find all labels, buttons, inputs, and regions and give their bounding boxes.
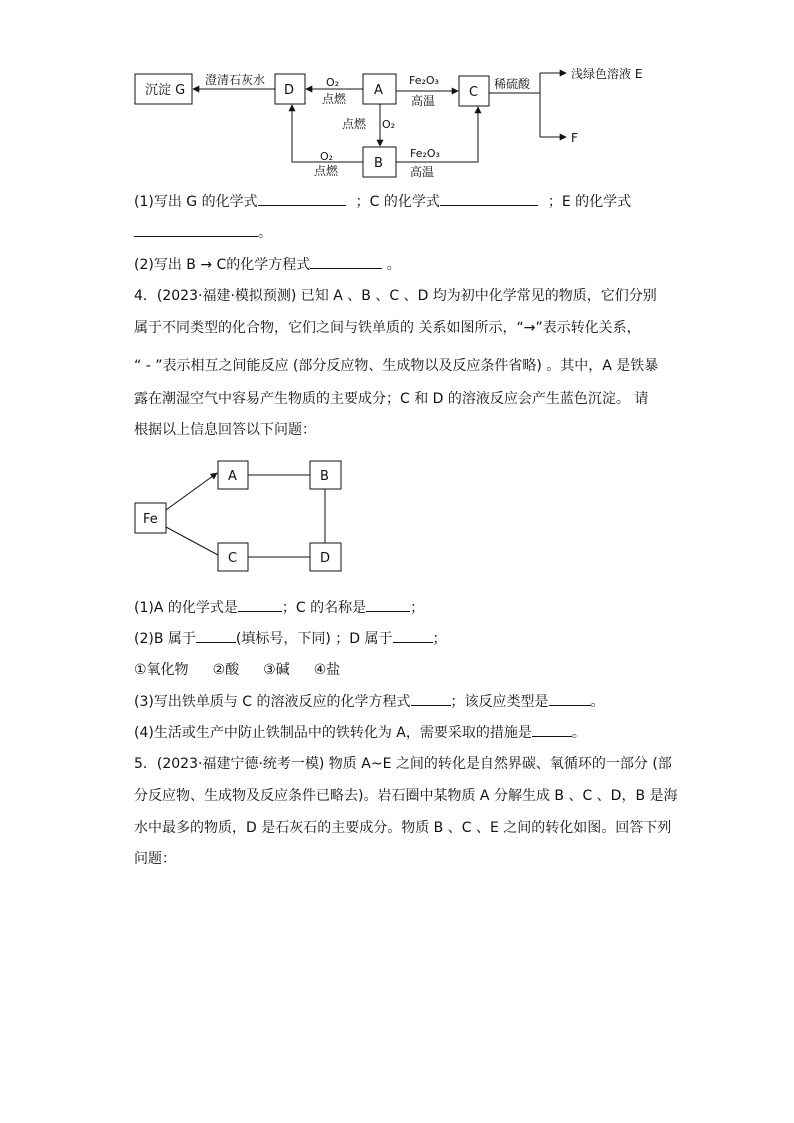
reaction-flow-diagram — [0, 0, 794, 190]
q3-sub1-text-b: ；C 的化学式 — [355, 194, 440, 210]
q4-sub3 — [134, 691, 605, 712]
answer-blank-d-type[interactable] — [393, 628, 433, 643]
q4-sub2 — [134, 628, 447, 649]
q5-intro-line-2: 分反应物、生成物及反应条件已略去)。岩石圈中某物质 A 分解生成 B 、C 、D，B 是海 — [134, 788, 678, 804]
q4-intro-line-4: 露在潮湿空气中容易产生物质的主要成分；C 和 D 的溶液反应会产生蓝色沉淀。 请 — [134, 391, 649, 407]
fe2o3-bottom-label: Fe₂O₃ — [410, 147, 440, 160]
o2-bottom-label: O₂ — [320, 150, 334, 163]
q3-sub1 — [134, 191, 631, 212]
answer-blank-b-to-c[interactable] — [310, 254, 382, 269]
q3-sub1-cont — [134, 222, 272, 243]
limewater-label: 澄清石灰水 — [205, 73, 266, 87]
answer-blank-g[interactable] — [258, 191, 346, 206]
solution-e-label: 浅绿色溶液 E — [571, 67, 643, 81]
q4-sub1-text-c: ； — [410, 600, 425, 616]
q4-sub4 — [134, 722, 586, 743]
heat-top-label: 高温 — [411, 94, 436, 108]
answer-blank-equation[interactable] — [411, 691, 451, 706]
q3-sub2-text: (2)写出 B → C的化学方程式 — [134, 257, 311, 273]
option-salt: ④盐 — [313, 662, 341, 678]
o2-top-label: O₂ — [326, 76, 340, 89]
q4-sub2-text-a: (2)B 属于 — [134, 631, 196, 647]
q3-sub2 — [134, 254, 401, 275]
answer-blank-reaction-type[interactable] — [549, 691, 591, 706]
burn-top-label: 点燃 — [322, 92, 347, 106]
q4-sub4-text-b: 。 — [571, 725, 586, 741]
q4-sub1-text-b: ；C 的名称是 — [281, 600, 367, 616]
option-acid: ②酸 — [212, 662, 240, 678]
option-base: ③碱 — [263, 662, 290, 678]
q4-sub1-text-a: (1)A 的化学式是 — [134, 600, 238, 616]
q4-intro-line-3: “ - ”表示相互之间能反应 (部分反应物、生成物以及反应条件省略) 。其中，A 是铁暴 — [134, 358, 659, 374]
q3-sub1-end: 。 — [258, 225, 272, 241]
q4-sub2-text-c: ； — [432, 631, 447, 647]
box-c-label: C — [469, 85, 479, 100]
q5-intro-line-4: 问题： — [134, 851, 176, 867]
box-c2-label: C — [228, 551, 238, 566]
box-a2-label: A — [228, 469, 237, 484]
answer-blank-e[interactable] — [134, 222, 258, 237]
q4-sub1 — [134, 597, 424, 618]
q4-options — [134, 660, 364, 680]
acid-label: 稀硫酸 — [494, 77, 531, 91]
box-d2-label: D — [320, 551, 331, 566]
q3-sub1-text-c: ；E 的化学式 — [547, 194, 632, 210]
answer-blank-c-name[interactable] — [366, 597, 410, 612]
o2-mid-label: O₂ — [382, 118, 396, 131]
box-a-label: A — [374, 83, 383, 98]
box-b-label: B — [374, 156, 383, 171]
q4-intro-line-5: 根据以上信息回答以下问题： — [134, 422, 316, 438]
burn-mid-label: 点燃 — [342, 117, 367, 131]
answer-blank-a-formula[interactable] — [238, 597, 282, 612]
q4-sub3-text-c: 。 — [590, 694, 605, 710]
f-label: F — [571, 131, 578, 145]
q3-sub2-end: 。 — [382, 257, 401, 273]
box-g-label: 沉淀 G — [145, 83, 186, 98]
answer-blank-measure[interactable] — [532, 722, 572, 737]
heat-bottom-label: 高温 — [410, 165, 435, 179]
q3-sub1-text-a: (1)写出 G 的化学式 — [134, 194, 258, 210]
q4-sub3-text-b: ；该反应类型是 — [450, 694, 549, 710]
q4-sub4-text-a: (4)生活或生产中防止铁制品中的铁转化为 A，需要采取的措施是 — [134, 725, 532, 741]
q4-sub3-text-a: (3)写出铁单质与 C 的溶液反应的化学方程式 — [134, 694, 411, 710]
box-d-label: D — [284, 83, 295, 98]
option-oxide: ①氧化物 — [134, 662, 189, 678]
box-b2-label: B — [320, 469, 329, 484]
q4-sub2-text-b: (填标号，下同) ；D 属于 — [235, 631, 393, 647]
q4-intro-line-1: 4．(2023·福建·模拟预测) 已知 A 、B 、C 、D 均为初中化学常见的物质，它们分别 — [134, 288, 657, 304]
answer-blank-c[interactable] — [440, 191, 538, 206]
iron-relationship-diagram — [0, 455, 400, 580]
q5-intro-line-1: 5．(2023·福建宁德·统考一模) 物质 A~E 之间的转化是自然界碳、氧循环的一部分 (部 — [134, 756, 672, 772]
fe2o3-top-label: Fe₂O₃ — [409, 74, 439, 87]
q5-intro-line-3: 水中最多的物质，D 是石灰石的主要成分。物质 B 、C 、E 之间的转化如图。回答下列 — [134, 820, 672, 836]
box-fe-label: Fe — [143, 512, 158, 527]
answer-blank-b-type[interactable] — [196, 628, 236, 643]
burn-bottom-label: 点燃 — [314, 164, 339, 178]
q4-intro-line-2: 属于不同类型的化合物，它们之间与铁单质的 关系如图所示，“→”表示转化关系， — [134, 320, 641, 336]
